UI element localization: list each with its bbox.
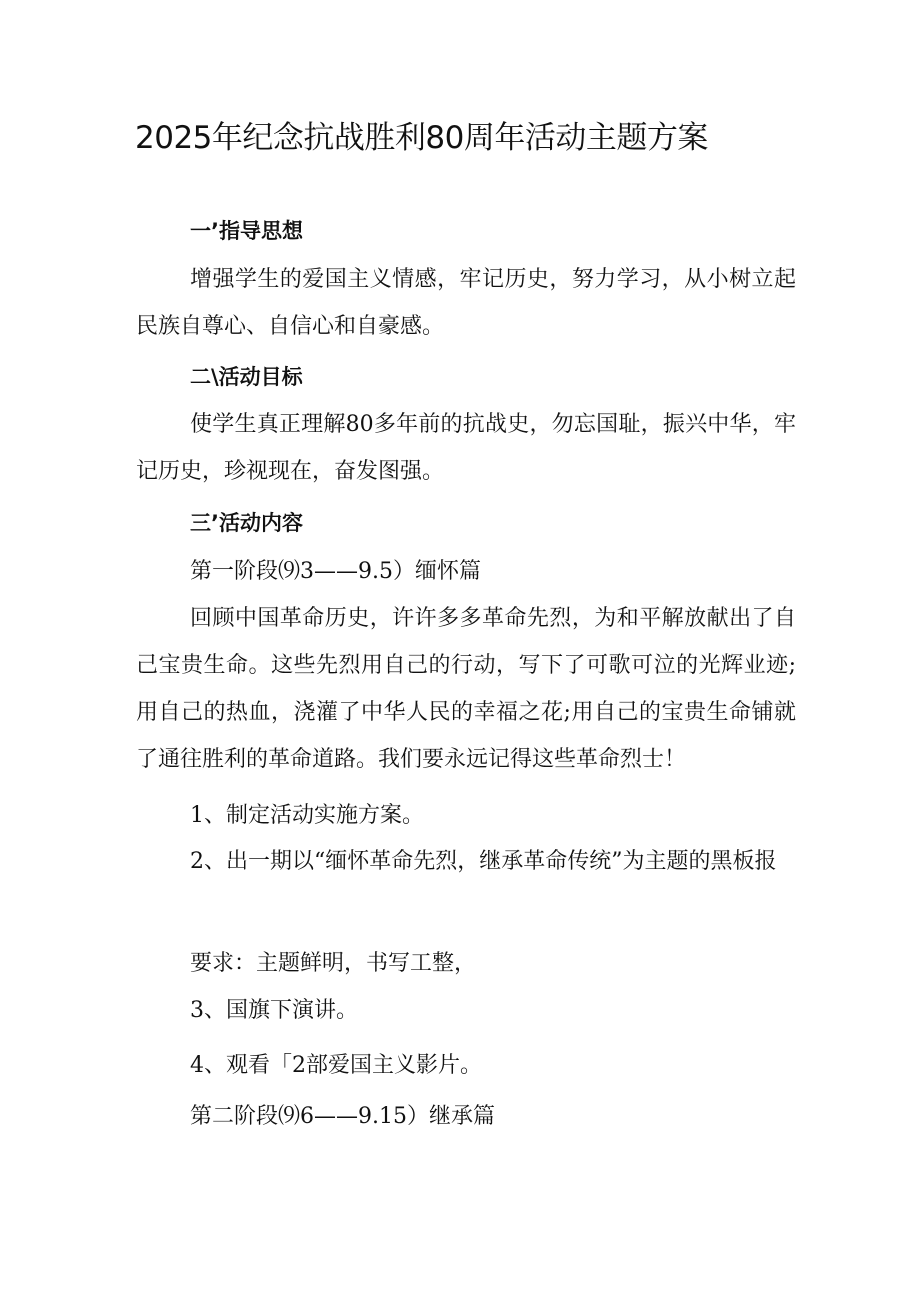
stage-two-heading: 第二阶段⑼6——9.15）继承篇	[190, 1104, 495, 1129]
stage-one-heading: 第一阶段⑼3——9.5）缅怀篇	[190, 559, 481, 584]
section-heading-guiding-ideology: 一’指导思想	[190, 219, 303, 243]
paragraph-activity-goals: 使学生真正理解80多年前的抗战史，勿忘国耻，振兴中华，牢记历史，珍视现在，奋发图强。	[136, 412, 796, 484]
section-heading-activity-content: 三’活动内容	[190, 511, 303, 535]
list-item-2: 2、出一期以“缅怀革命先烈，继承革命传统”为主题的黑板报	[190, 849, 777, 874]
list-item-4: 4、观看「2部爱国主义影片。	[190, 1053, 482, 1078]
document-title: 2025年纪念抗战胜利80周年活动主题方案	[135, 120, 708, 156]
requirement-line: 要求：主题鲜明，书写工整，	[190, 951, 477, 976]
paragraph-stage-one: 回顾中国革命历史，许许多多革命先烈，为和平解放献出了自己宝贵生命。这些先烈用自己的行动，写下了可歌可泣的光辉业迹;用自己的热血，浇灌了中华人民的幸福之花;用自己的宝贵生命铺就了通往胜利的革命道路。我们要永远记得这些革命烈士！	[136, 606, 796, 772]
list-item-3: 3、国旗下演讲。	[190, 998, 358, 1023]
paragraph-guiding-ideology: 增强学生的爱国主义情感，牢记历史，努力学习，从小树立起民族自尊心、自信心和自豪感。	[136, 267, 796, 339]
list-item-1: 1、制定活动实施方案。	[190, 803, 424, 828]
section-heading-activity-goals: 二\活动目标	[190, 365, 303, 389]
